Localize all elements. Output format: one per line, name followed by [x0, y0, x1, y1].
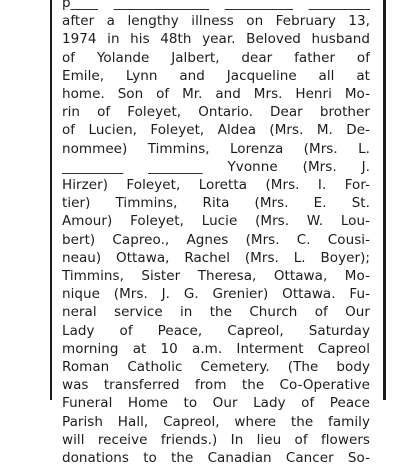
- text-line: morning at 10 a.m. Interment Capreol: [62, 340, 370, 357]
- clipping-right-edge: [383, 0, 386, 400]
- text-line: tier) Timmins, Rita (Mrs. E. St.: [62, 195, 370, 212]
- text-line: was transferred from the Co-Operative: [62, 377, 370, 394]
- text-line: Funeral Home to Our Lady of Peace: [62, 395, 370, 412]
- text-line: home. Son of Mr. and Mrs. Henri Mo-: [62, 86, 370, 103]
- text-line: bert) Capreo., Agnes (Mrs. C. Cousi-: [62, 231, 370, 248]
- text-line: 1974 in his 48th year. Beloved husband: [62, 31, 370, 48]
- text-line: Emile, Lynn and Jacqueline all at: [62, 67, 370, 84]
- text-line: rin of Foleyet, Ontario. Dear brother: [62, 104, 370, 121]
- text-line: of Lucien, Foleyet, Aldea (Mrs. M. De-: [62, 122, 370, 139]
- text-line: Timmins, Sister Theresa, Ottawa, Mo-: [62, 268, 370, 285]
- text-line: Hirzer) Foleyet, Loretta (Mrs. I. For-: [62, 177, 370, 194]
- text-line: Amour) Foleyet, Lucie (Mrs. W. Lou-: [62, 213, 370, 230]
- text-line: donations to the Canadian Cancer So-: [62, 450, 370, 467]
- text-line: Roman Catholic Cemetery. (The body: [62, 359, 370, 376]
- obituary-text: [62, 0, 370, 467]
- text-line: Lady of Peace, Capreol, Saturday: [62, 322, 370, 339]
- text-line: nique (Mrs. J. G. Grenier) Ottawa. Fu-: [62, 286, 370, 303]
- text-line: will receive friends.) In lieu of flowers: [62, 431, 370, 448]
- text-line: _________ ________ Yvonne (Mrs. J.: [62, 158, 370, 175]
- text-line: of Yolande Jalbert, dear father of: [62, 49, 370, 66]
- text-line: p____ ______________ __________ _________: [62, 0, 370, 11]
- text-line: nommee) Timmins, Lorenza (Mrs. L.: [62, 140, 370, 157]
- text-line: after a lengthy illness on February 13,: [62, 13, 370, 30]
- text-line: Parish Hall, Capreol, where the family: [62, 413, 370, 430]
- text-line: neral service in the Church of Our: [62, 304, 370, 321]
- text-line: neau) Ottawa, Rachel (Mrs. L. Boyer);: [62, 249, 370, 266]
